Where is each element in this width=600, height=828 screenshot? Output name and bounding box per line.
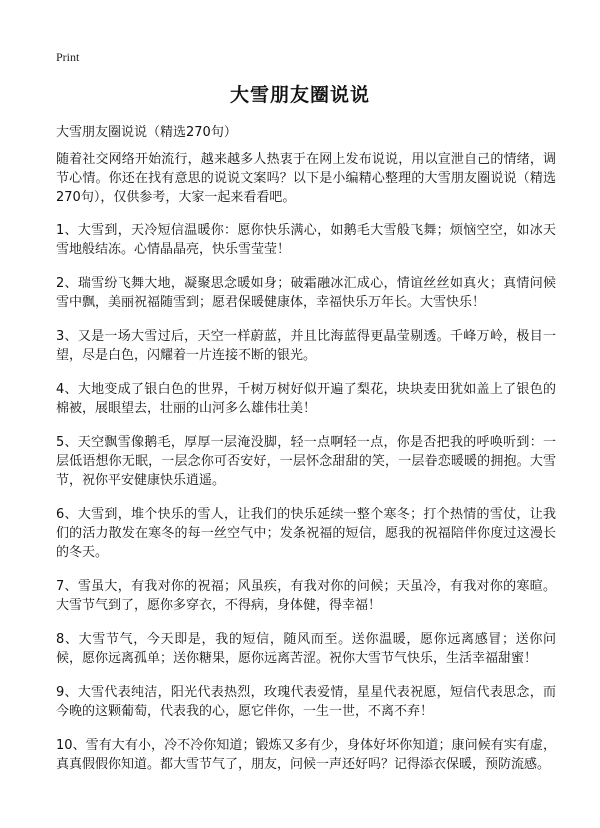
page-subtitle: 大雪朋友圈说说（精选270句） xyxy=(56,125,237,140)
list-item: 1、大雪到，天冷短信温暖你：愿你快乐满心，如鹅毛大雪般飞舞；烦恼空空，如冰天雪地般结冻。心情晶晶亮，快乐雪莹莹！ xyxy=(56,223,556,257)
intro-paragraph: 随着社交网络开始流行，越来越多人热衷于在网上发布说说，用以宣泄自己的情绪，调节心情。你还在找有意思的说说文案吗？以下是小编精心整理的大雪朋友圈说说（精选270句），仅供参考，大家一起来看看吧。 xyxy=(56,152,556,205)
list-item: 2、瑞雪纷飞舞大地，凝聚思念暖如身；破霜融冰汇成心，情谊丝丝如真火；真情问候雪中飘，美丽祝福随雪到；愿君保暖健康体，幸福快乐万年长。大雪快乐！ xyxy=(56,276,556,310)
list-item: 6、大雪到，堆个快乐的雪人，让我们的快乐延续一整个寒冬；打个热情的雪仗，让我们的活力散发在寒冬的每一丝空气中；发条祝福的短信，愿我的祝福陪伴你度过这漫长的冬天。 xyxy=(56,507,556,560)
list-item: 8、大雪节气，今天即是，我的短信，随风而至。送你温暖，愿你远离感冒；送你问候，愿你远离孤单；送你糖果，愿你远离苦涩。祝你大雪节气快乐，生活幸福甜蜜！ xyxy=(56,632,556,666)
list-item: 4、大地变成了银白色的世界，千树万树好似开遍了梨花，块块麦田犹如盖上了银色的棉被，展眼望去，壮丽的山河多么雄伟壮美！ xyxy=(56,382,556,416)
list-item: 7、雪虽大，有我对你的祝福；风虽疾，有我对你的问候；天虽冷，有我对你的寒暄。大雪节气到了，愿你多穿衣，不得病，身体健，得幸福！ xyxy=(56,579,556,613)
list-item: 3、又是一场大雪过后，天空一样蔚蓝，并且比海蓝得更晶莹剔透。千峰万岭，极目一望，尽是白色，闪耀着一片连接不断的银光。 xyxy=(56,329,556,363)
print-link[interactable]: Print xyxy=(56,50,80,64)
page-title: 大雪朋友圈说说 xyxy=(229,84,370,106)
article-body xyxy=(56,150,556,789)
list-item: 10、雪有大有小，冷不冷你知道；锻炼又多有少，身体好坏你知道；康问候有实有虚，真真假假你知道。都大雪节气了，朋友，问候一声还好吗？记得添衣保暖，预防流感。 xyxy=(56,738,556,772)
list-item: 9、大雪代表纯洁，阳光代表热烈，玫瑰代表爱情，星星代表祝愿，短信代表思念，而今晚的这颗葡萄，代表我的心，愿它伴你，一生一世，不离不弃！ xyxy=(56,685,556,719)
list-item: 5、天空飘雪像鹅毛，厚厚一层淹没脚，轻一点啊轻一点，你是否把我的呼唤听到：一层低语想你无眠，一层念你可否安好，一层怀念甜甜的笑，一层眷恋暖暖的拥抱。大雪节，祝你平安健康快乐逍遥。 xyxy=(56,435,556,488)
